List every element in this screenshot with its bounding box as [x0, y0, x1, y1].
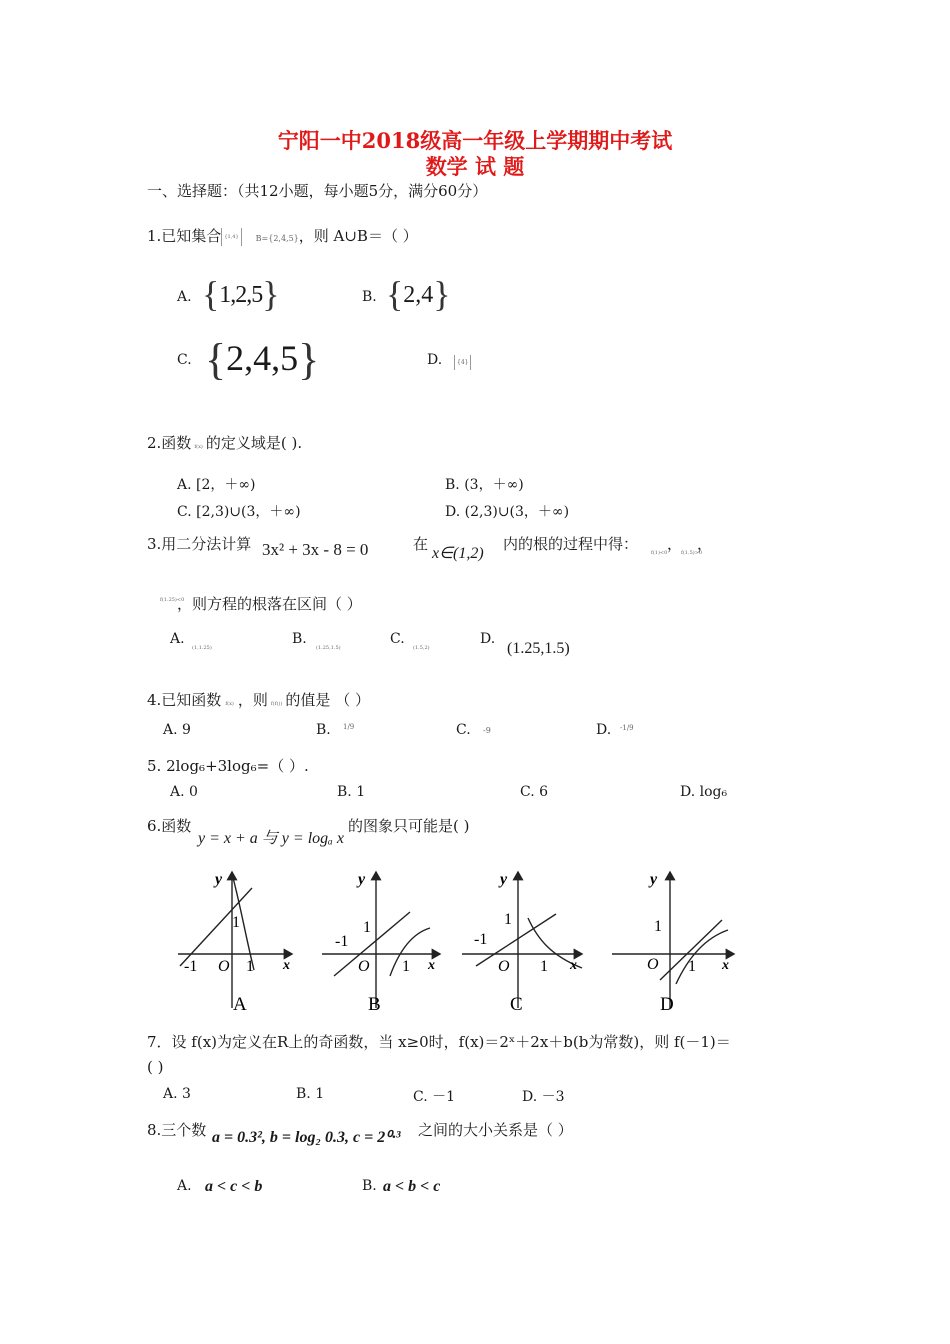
q7-option-a-label: A. [163, 1086, 178, 1102]
graph-d-mark-1: 1 [654, 918, 662, 935]
q5-option-d-value: log₆ [699, 784, 728, 800]
graph-d [612, 872, 734, 1008]
q4-option-c-label: C. [456, 722, 471, 738]
q8-option-a-value: a < c < b [205, 1178, 263, 1195]
q7-option-d-label: D. [522, 1089, 538, 1105]
graph-d-mark-2: 1 [688, 958, 696, 975]
q8-option-b-value: a < b < c [383, 1178, 441, 1195]
q7-option-b [296, 1086, 324, 1102]
q3-comma-2: ， [697, 535, 713, 553]
q1-option-b-value: 2,4 [403, 282, 434, 308]
graph-c-mark-1: 1 [504, 911, 512, 928]
q4-option-d-value: -1/9 [620, 724, 634, 732]
q8-formula: a = 0.3², b = log₂ 0.3, c = 2⁰·³ [212, 1129, 401, 1146]
graph-a-mark-1: 1 [232, 914, 240, 931]
q2-stem [147, 432, 302, 453]
q1-set-b: B={2,4,5} [255, 234, 299, 243]
graph-c-mark-2: -1 [474, 931, 488, 948]
q7-option-d [522, 1086, 565, 1106]
graph-b-caption: B [368, 994, 381, 1015]
q5-option-a [170, 784, 198, 800]
q4-stem-prefix: 4.已知函数 [147, 691, 222, 709]
q2-option-a [177, 474, 256, 494]
graph-d-origin: O [647, 956, 659, 973]
q8-stem-prefix: 8.三个数 [147, 1121, 207, 1139]
q5-option-c-label: C. [520, 784, 535, 800]
q6-graphs [160, 858, 760, 1018]
q2-stem-suffix: 的定义域是( ). [205, 434, 303, 452]
q3-option-a-label: A. [170, 631, 185, 647]
graph-c-y-label: y [500, 871, 508, 888]
q5-stem: 5. 2log₆+3log₆=（ ）. [147, 757, 309, 775]
q3-small-3: f(1.25)<0 [160, 597, 185, 603]
graph-a-x-label: x [283, 958, 290, 973]
graph-d-x-label: x [722, 958, 729, 973]
q5-option-d [680, 784, 727, 800]
q2-option-d-label: D. [445, 504, 461, 520]
exam-subtitle: 数学 试 题 [425, 154, 525, 179]
q1-option-c-label: C. [177, 352, 192, 368]
q1-option-a-label: A. [177, 289, 192, 305]
q5-option-a-label: A. [170, 784, 185, 800]
q3-stem-prefix: 3.用二分法计算 [147, 535, 252, 553]
q2-func: f(x) [194, 444, 203, 450]
graph-b-mark-2: -1 [335, 933, 349, 950]
q4-option-d-label: D. [596, 722, 612, 738]
q3-option-b-label: B. [292, 631, 307, 647]
q1-set-a: {1,4} [221, 228, 241, 246]
q2-option-b-value: (3，＋∞) [464, 477, 524, 493]
q2-stem-prefix: 2.函数 [147, 434, 192, 452]
q1-stem [147, 225, 418, 246]
q1-stem-prefix: 1.已知集合 [147, 227, 222, 245]
graph-d-y-label: y [650, 871, 658, 888]
q8-option-a-label: A. [177, 1178, 192, 1194]
q7-option-a-value: 3 [182, 1086, 191, 1102]
q4-option-c-value: -9 [483, 726, 491, 735]
graph-b-mark-3: 1 [402, 958, 410, 975]
q7-option-c-label: C. [413, 1089, 428, 1105]
q7-option-b-label: B. [296, 1086, 311, 1102]
graph-b-origin: O [358, 958, 370, 975]
graph-a-y-label: y [215, 871, 223, 888]
q2-option-c [177, 501, 301, 521]
graph-a [178, 872, 292, 1008]
q3-comma-1: ， [667, 535, 683, 553]
graph-b-y-label: y [358, 871, 366, 888]
graph-b-x-label: x [428, 958, 435, 973]
q2-option-c-label: C. [177, 504, 192, 520]
q1-option-d-value: {4} [454, 355, 471, 370]
graph-a-caption: A [233, 994, 247, 1015]
q2-option-b-label: B. [445, 477, 460, 493]
q5-option-a-value: 0 [189, 784, 198, 800]
q8-stem-suffix: 之间的大小关系是（ ） [418, 1121, 573, 1139]
q1-option-c-value: 2,4,5 [226, 338, 299, 378]
q2-option-d [445, 501, 569, 521]
q7-option-c-value: －1 [432, 1089, 456, 1105]
q3-option-c-label: C. [390, 631, 405, 647]
q3-option-d-value: (1.25,1.5) [507, 640, 570, 657]
graph-b-mark-1: 1 [363, 919, 371, 936]
q1-stem-suffix: ，则 A∪B＝（ ） [298, 227, 418, 245]
q1-option-a: {1,2,5} [202, 274, 280, 314]
graph-d-caption: D [660, 994, 674, 1015]
q7-option-a [163, 1086, 191, 1102]
q4-expr: f(f()) [270, 701, 283, 707]
graph-a-mark-3: 1 [246, 958, 254, 975]
exam-title: 宁阳一中2018级高一年级上学期期中考试 [277, 128, 673, 153]
q3-interval: x∈(1,2) [432, 545, 484, 562]
q3-option-c-value: (1.5,2) [413, 645, 430, 651]
q4-option-a [163, 722, 191, 738]
q4-stem [147, 689, 370, 710]
q2-option-d-value: (2,3)∪(3，＋∞) [464, 504, 570, 520]
q4-option-a-value: 9 [182, 722, 191, 738]
q6-stem-suffix: 的图象只可能是( ) [348, 817, 470, 835]
section-heading: 一、选择题：（共12小题，每小题5分，满分60分） [147, 182, 488, 200]
q5-option-c [520, 784, 548, 800]
q7-option-b-value: 1 [315, 1086, 325, 1102]
q4-stem-suffix: 的值是 （ ） [285, 691, 370, 709]
graph-c-origin: O [498, 958, 510, 975]
q2-option-c-value: [2,3)∪(3，＋∞) [196, 504, 301, 520]
q7-option-d-value: －3 [541, 1089, 565, 1105]
q5-option-c-value: 6 [539, 784, 549, 800]
q5-option-d-label: D. [680, 784, 696, 800]
q3-small-2: f(1.5)>0 [681, 550, 703, 556]
q2-option-b [445, 474, 524, 494]
q1-option-d-label: D. [427, 352, 443, 368]
q3-equation: 3x² + 3x - 8 = 0 [262, 540, 369, 559]
q6-stem-prefix: 6.函数 [147, 817, 192, 835]
q6-formula: y = x + a 与 y = logₐ x [198, 830, 344, 847]
q8-option-b-label: B. [362, 1178, 377, 1194]
q7-stem-line2: ( ) [147, 1058, 164, 1076]
q2-option-a-label: A. [177, 477, 192, 493]
q7-option-c [413, 1086, 455, 1106]
q3-option-a-value: (1,1.25) [192, 645, 212, 651]
q3-line2: ，则方程的根落在区间（ ） [177, 595, 362, 613]
q1-option-c: {2,4,5} [205, 335, 320, 384]
q4-mid: ，则 [237, 691, 268, 709]
q5-option-b-label: B. [337, 784, 352, 800]
q1-option-b: {2,4} [386, 274, 451, 314]
q5-option-b [337, 784, 365, 800]
graph-a-origin: O [218, 958, 230, 975]
graph-c-mark-3: 1 [540, 958, 548, 975]
q4-option-b-value: 1/9 [343, 723, 355, 731]
q7-stem-line1: 7．设 f(x)为定义在R上的奇函数，当 x≥0时，f(x)＝2ˣ＋2x＋b(b为常数)，则 f(－1)＝ [147, 1033, 731, 1051]
q3-in-word: 在 [413, 535, 429, 553]
graph-c-x-label: x [570, 958, 577, 973]
q3-option-b-value: (1.25,1.5) [316, 645, 341, 651]
q3-option-d-label: D. [480, 631, 496, 647]
q1-option-a-value: 1,2,5 [219, 282, 263, 308]
q5-option-b-value: 1 [356, 784, 366, 800]
q4-option-b-label: B. [316, 722, 331, 738]
q3-stem-suffix: 内的根的过程中得： [503, 535, 639, 553]
q2-option-a-value: [2，＋∞) [196, 477, 256, 493]
graph-c-caption: C [510, 994, 523, 1015]
q1-option-b-label: B. [362, 289, 377, 305]
q3-small-1: f(1)<0 [651, 550, 668, 556]
q4-func: f(x) [225, 701, 234, 707]
q4-option-a-label: A. [163, 722, 178, 738]
graph-a-mark-2: -1 [184, 958, 198, 975]
